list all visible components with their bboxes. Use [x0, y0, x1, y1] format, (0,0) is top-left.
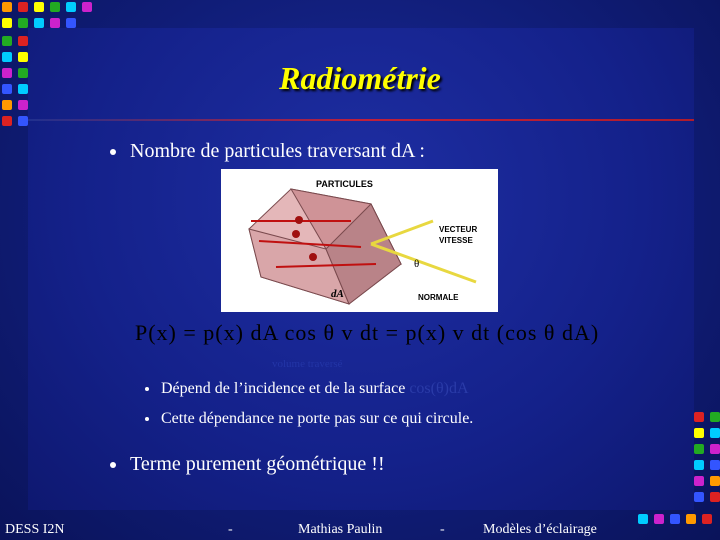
- decorative-square: [18, 68, 28, 78]
- particle-dot: [309, 253, 317, 261]
- decorative-square: [694, 476, 704, 486]
- subbullet-dot-icon: [145, 387, 149, 391]
- decorative-square: [694, 412, 704, 422]
- label-da: dA: [331, 288, 344, 300]
- decorative-square: [710, 444, 720, 454]
- decorative-square: [18, 18, 28, 28]
- decorative-square: [18, 36, 28, 46]
- decorative-square: [66, 18, 76, 28]
- bullet-particles-text: Nombre de particules traversant dA :: [130, 140, 425, 162]
- subbullet-incidence: [145, 380, 469, 398]
- footer-separator: -: [228, 522, 233, 537]
- bullet-dot-icon: [110, 149, 116, 155]
- footer-course: DESS I2N: [5, 522, 65, 537]
- decorative-square: [50, 18, 60, 28]
- formula-subscript: volume traversé: [272, 358, 343, 370]
- decorative-square: [710, 492, 720, 502]
- decorative-square: [710, 460, 720, 470]
- footer-topic: Modèles d’éclairage: [483, 522, 597, 537]
- label-vitesse: VITESSE: [439, 236, 473, 245]
- bullet-particles: [110, 140, 425, 163]
- bullet-dot-icon: [110, 462, 116, 468]
- decorative-square: [654, 514, 664, 524]
- decorative-square: [670, 514, 680, 524]
- decorative-square: [66, 2, 76, 12]
- decorative-square: [686, 514, 696, 524]
- decorative-square: [710, 428, 720, 438]
- decorative-square: [694, 492, 704, 502]
- label-particules: PARTICULES: [316, 179, 373, 189]
- label-theta: θ: [414, 258, 420, 270]
- particles-diagram: [221, 169, 498, 312]
- decorative-square: [710, 476, 720, 486]
- decorative-square: [2, 2, 12, 12]
- decorative-square: [2, 52, 12, 62]
- label-normale: NORMALE: [418, 293, 459, 302]
- decorative-square: [2, 100, 12, 110]
- decorative-square: [702, 514, 712, 524]
- decorative-square: [2, 84, 12, 94]
- decorative-square: [50, 2, 60, 12]
- decorative-square: [18, 52, 28, 62]
- flux-formula: P(x) = p(x) dA cos θ v dt = p(x) v dt (cos θ dA): [135, 320, 600, 345]
- subbullet-incidence-text: Dépend de l’incidence et de la surface: [161, 380, 406, 397]
- decorative-square: [18, 2, 28, 12]
- footer-separator: -: [440, 522, 445, 537]
- decorative-square: [694, 444, 704, 454]
- title-divider: [28, 119, 694, 121]
- decorative-square: [2, 18, 12, 28]
- decorative-square: [34, 18, 44, 28]
- subbullet-incidence-faded: cos(θ)dA: [409, 380, 469, 397]
- particle-dot: [295, 216, 303, 224]
- decorative-square: [710, 412, 720, 422]
- subbullet-dependence: [145, 410, 473, 428]
- slide-title: Radiométrie: [279, 60, 441, 96]
- decorative-square: [18, 84, 28, 94]
- decorative-square: [2, 36, 12, 46]
- bullet-geometric: [110, 453, 385, 476]
- bullet-geometric-text: Terme purement géométrique !!: [130, 453, 385, 475]
- decorative-square: [638, 514, 648, 524]
- particles-diagram-svg: [221, 169, 498, 312]
- label-vecteur: VECTEUR: [439, 225, 478, 234]
- footer-author: Mathias Paulin: [298, 522, 383, 537]
- decorative-square: [2, 68, 12, 78]
- decorative-square: [694, 428, 704, 438]
- decorative-square: [18, 100, 28, 110]
- decorative-square: [694, 460, 704, 470]
- decorative-square: [82, 2, 92, 12]
- decorative-square: [2, 116, 12, 126]
- subbullet-dot-icon: [145, 417, 149, 421]
- decorative-square: [18, 116, 28, 126]
- decorative-square: [34, 2, 44, 12]
- subbullet-dependence-text: Cette dépendance ne porte pas sur ce qui circule.: [161, 410, 474, 427]
- particle-dot: [292, 230, 300, 238]
